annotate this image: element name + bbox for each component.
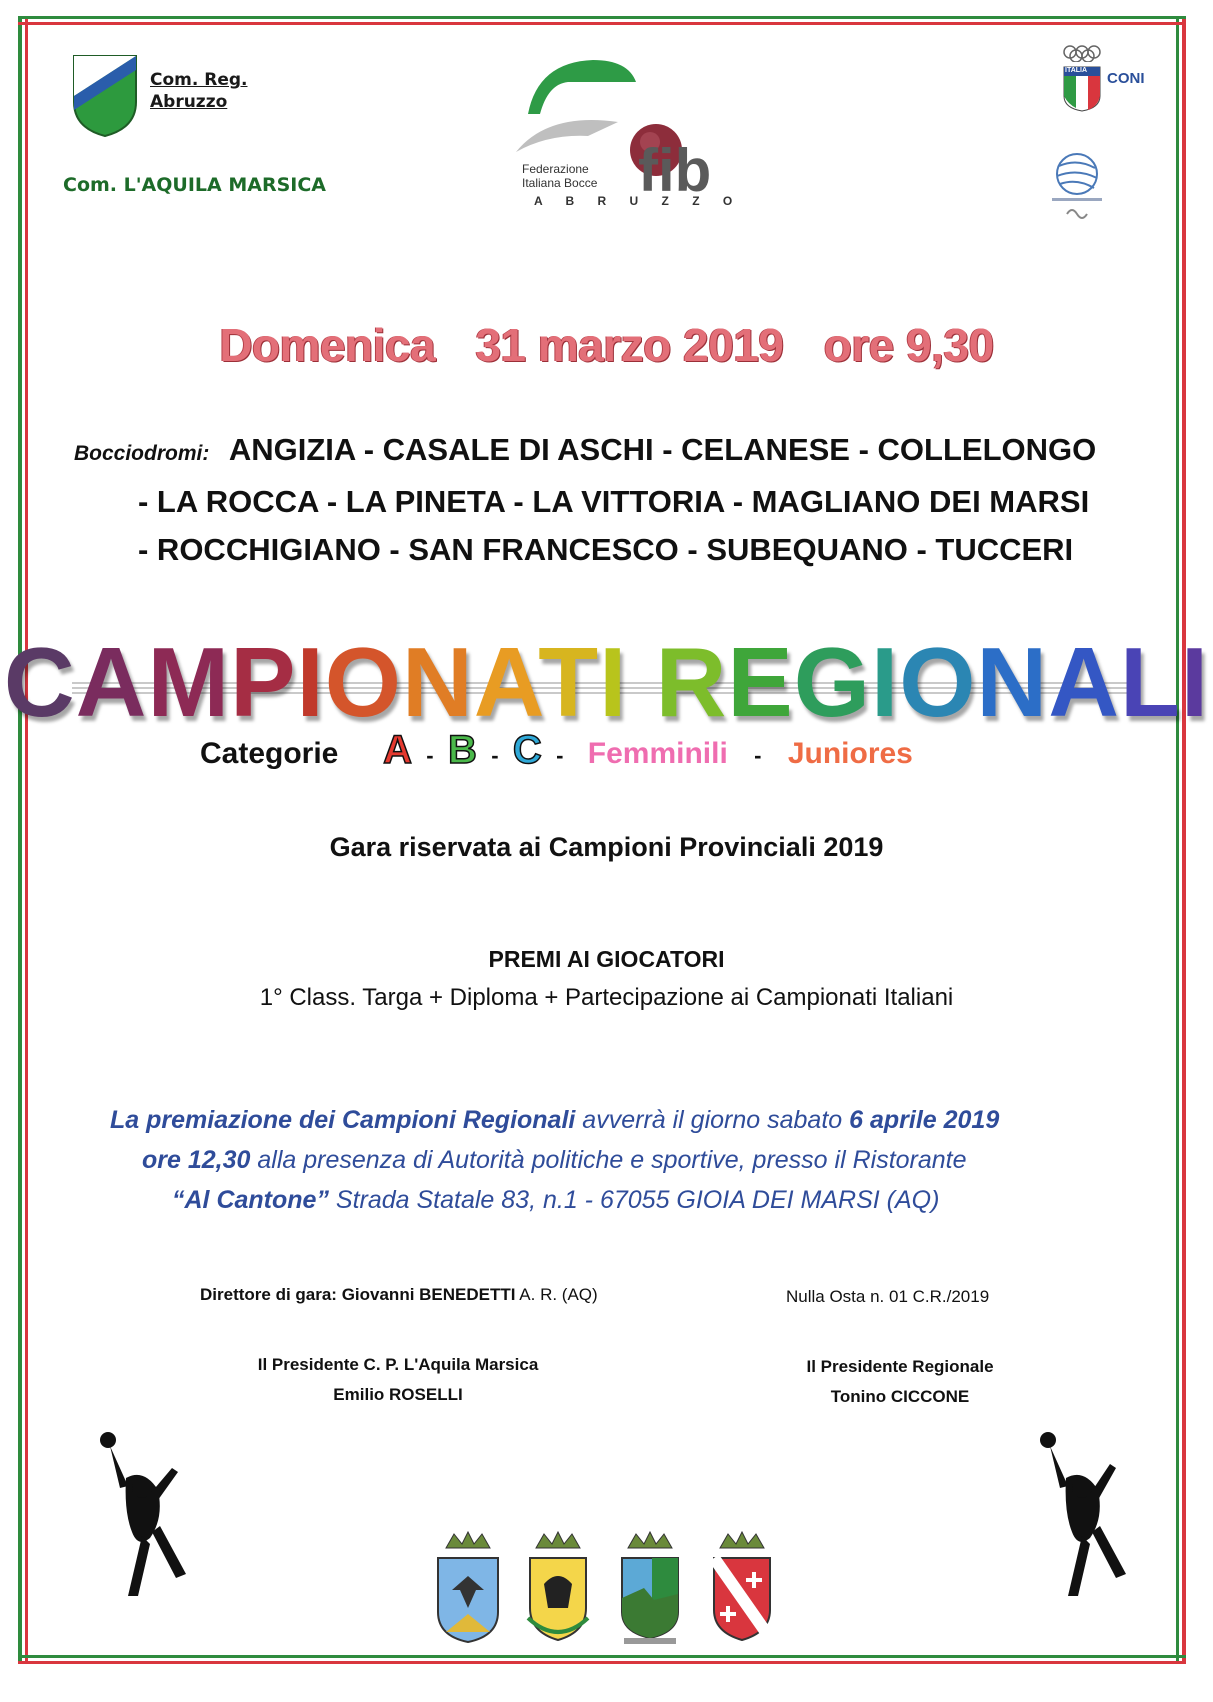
event-time: ore 9,30 bbox=[823, 319, 994, 371]
category-femminili: Femminili bbox=[587, 737, 728, 770]
category-separator: - bbox=[491, 743, 499, 768]
fib-name-line2: Italiana Bocce bbox=[522, 176, 598, 190]
abruzzo-region-logo bbox=[70, 52, 140, 143]
award-date: 6 aprile 2019 bbox=[849, 1106, 1000, 1134]
title-letter: A bbox=[75, 627, 148, 737]
title-letter: I bbox=[296, 627, 325, 737]
bowler-right-illustration bbox=[1036, 1428, 1128, 1605]
title-letter: E bbox=[727, 627, 794, 737]
eagle-crest-icon bbox=[432, 1528, 504, 1646]
fib-logo bbox=[508, 52, 758, 222]
award-line-1-text: avverrà il giorno sabato bbox=[575, 1106, 850, 1134]
bowler-left-illustration bbox=[98, 1428, 190, 1605]
title-letter: R bbox=[655, 627, 728, 737]
provincial-president-signature bbox=[228, 1350, 568, 1410]
landscape-crest-icon bbox=[614, 1528, 686, 1646]
paralympic-globe-icon bbox=[1042, 150, 1112, 230]
event-date-line bbox=[0, 318, 1213, 372]
municipal-crest-1 bbox=[432, 1528, 504, 1646]
title-letter: I bbox=[870, 627, 900, 737]
coni-label: CONI bbox=[1107, 70, 1145, 87]
bowler-icon bbox=[1036, 1428, 1128, 1600]
title-letter: I bbox=[599, 627, 628, 737]
restaurant-address: Strada Statale 83, n.1 - 67055 GIOIA DEI MARSI (AQ) bbox=[328, 1186, 940, 1214]
municipal-crest-3 bbox=[614, 1528, 686, 1646]
region-logo-caption bbox=[150, 69, 248, 113]
award-line-1 bbox=[110, 1100, 1130, 1140]
red-cross-crest-icon bbox=[706, 1528, 778, 1646]
category-separator: - bbox=[556, 743, 564, 768]
gara-note: Gara riservata ai Campioni Provinciali 2019 bbox=[329, 832, 884, 862]
italia-label: ITALIA bbox=[1065, 67, 1088, 74]
category-b: B bbox=[447, 728, 477, 772]
fib-name-line1: Federazione bbox=[522, 162, 589, 176]
restaurant-name: “Al Cantone” bbox=[172, 1186, 329, 1214]
race-director-suffix: A. R. (AQ) bbox=[515, 1285, 598, 1304]
title-letter: T bbox=[538, 627, 600, 737]
venues-lead: Bocciodromi: bbox=[74, 442, 210, 465]
fib-mark: fib bbox=[638, 137, 712, 204]
award-line-2-text: alla presenza di Autorità politiche e sportive, presso il Ristorante bbox=[250, 1146, 967, 1174]
prizes-line: 1° Class. Targa + Diploma + Partecipazione ai Campionati Italiani bbox=[259, 984, 954, 1011]
prizes-heading: PREMI AI GIOCATORI bbox=[488, 946, 725, 972]
venues-row-2: - LA ROCCA - LA PINETA - LA VITTORIA - MAGLIANO DEI MARSI bbox=[138, 484, 1090, 519]
region-caption-line1: Com. Reg. bbox=[150, 70, 248, 90]
coni-logo bbox=[1063, 44, 1145, 87]
region-caption-line2: Abruzzo bbox=[150, 92, 228, 112]
category-separator: - bbox=[754, 743, 762, 768]
title-letter: I bbox=[1180, 627, 1210, 737]
provincial-president-name: Emilio ROSELLI bbox=[333, 1385, 463, 1404]
nulla-osta: Nulla Osta n. 01 C.R./2019 bbox=[786, 1287, 990, 1306]
regional-president-title: Il Presidente Regionale bbox=[806, 1357, 994, 1376]
municipal-crest-4 bbox=[706, 1528, 778, 1646]
category-a: A bbox=[383, 728, 412, 772]
venues-row-1 bbox=[74, 426, 1154, 478]
title-letter: G bbox=[793, 627, 871, 737]
categories-line bbox=[200, 728, 913, 773]
title-letter: L bbox=[1119, 627, 1181, 737]
regional-president-name: Tonino CICCONE bbox=[830, 1387, 970, 1406]
municipal-crest-2 bbox=[522, 1528, 594, 1646]
award-time: ore 12,30 bbox=[142, 1146, 251, 1174]
category-c: C bbox=[512, 728, 542, 772]
title-letter: O bbox=[324, 627, 402, 737]
categories-label: Categorie bbox=[200, 737, 339, 770]
italia-shield-icon bbox=[1063, 66, 1101, 112]
event-date: 31 marzo 2019 bbox=[475, 319, 784, 371]
title-letter: A bbox=[1048, 627, 1120, 737]
title-letter: M bbox=[147, 627, 231, 737]
race-director bbox=[200, 1285, 598, 1305]
title-letter: O bbox=[899, 627, 977, 737]
venues-block bbox=[74, 426, 1154, 574]
provincial-president-title: Il Presidente C. P. L'Aquila Marsica bbox=[257, 1355, 539, 1374]
regional-president-signature bbox=[760, 1352, 1040, 1412]
title-letter: C bbox=[3, 627, 76, 737]
venues-row-1-text: ANGIZIA - CASALE DI ASCHI - CELANESE - COLLELONGO bbox=[228, 432, 1097, 467]
golden-crest-icon bbox=[522, 1528, 594, 1646]
abruzzo-shield-icon bbox=[70, 52, 140, 138]
committee-name: Com. L'AQUILA MARSICA bbox=[63, 174, 326, 196]
title-letter: A bbox=[473, 627, 539, 737]
olympic-rings-icon bbox=[1063, 44, 1109, 62]
race-director-label: Direttore di gara: Giovanni BENEDETTI bbox=[200, 1285, 516, 1304]
award-line-2 bbox=[110, 1140, 1130, 1180]
award-ceremony-block bbox=[110, 1100, 1130, 1220]
campionati-regionali-title bbox=[0, 626, 1213, 739]
fib-region-label: A B R U Z Z O bbox=[534, 194, 743, 208]
title-letter bbox=[627, 627, 655, 737]
category-juniores: Juniores bbox=[787, 737, 913, 770]
category-separator: - bbox=[426, 743, 434, 768]
event-day: Domenica bbox=[219, 319, 436, 371]
title-letter: P bbox=[230, 627, 297, 737]
award-line-3 bbox=[110, 1180, 1130, 1220]
bowler-icon bbox=[98, 1428, 190, 1600]
paralympic-committee-logo bbox=[1042, 150, 1112, 235]
title-letter: N bbox=[401, 627, 474, 737]
title-letter: N bbox=[976, 627, 1049, 737]
venues-row-3: - ROCCHIGIANO - SAN FRANCESCO - SUBEQUANO - TUCCERI bbox=[138, 532, 1074, 567]
award-line-1-bold: La premiazione dei Campioni Regionali bbox=[110, 1106, 576, 1134]
